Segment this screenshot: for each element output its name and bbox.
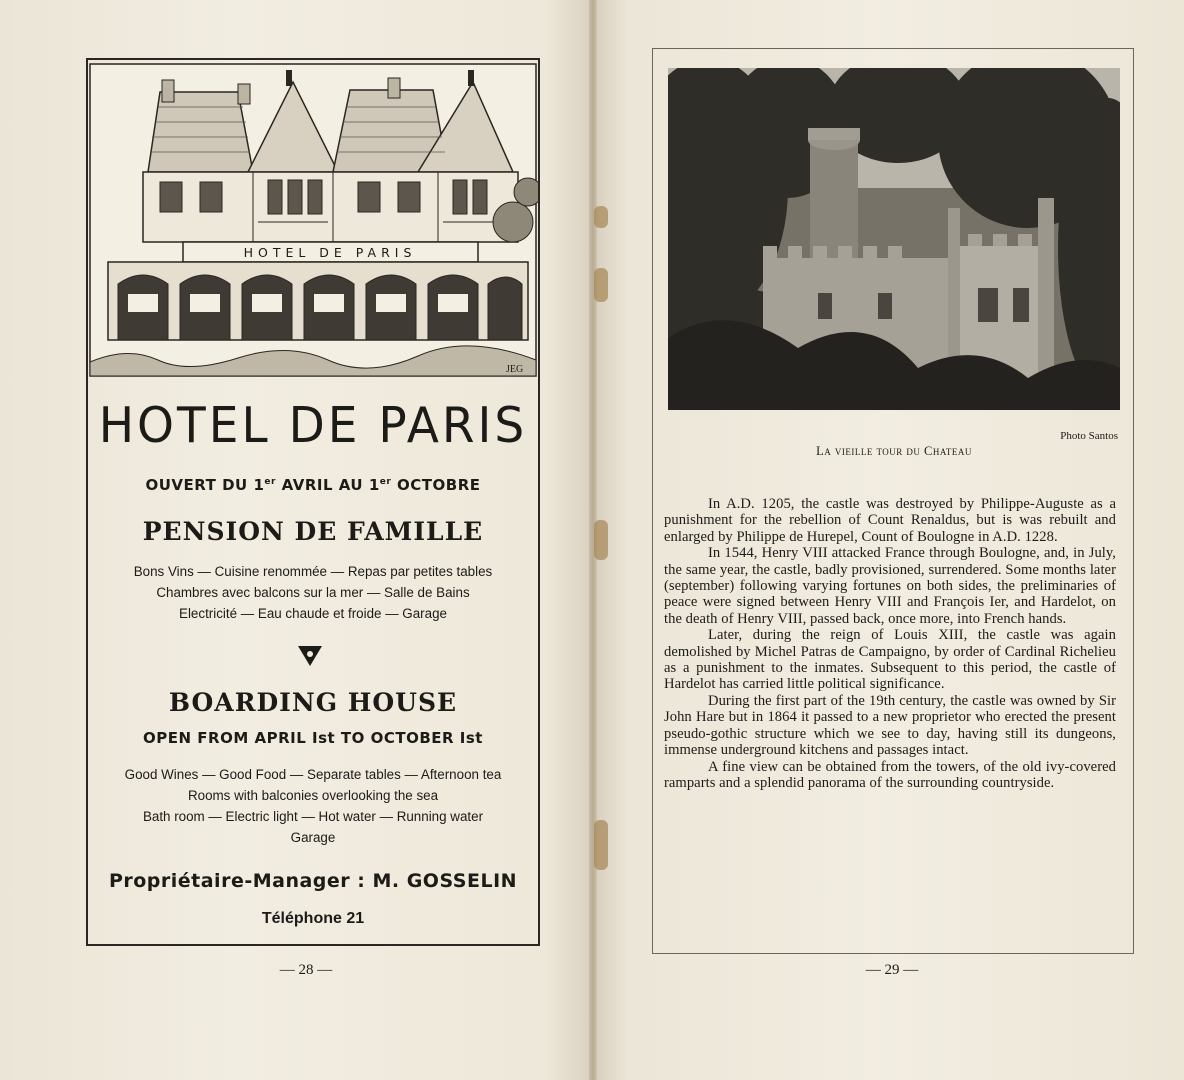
amenity-line-en: Garage: [290, 830, 336, 845]
page-number-right: — 29 —: [865, 962, 919, 978]
boarding-heading: BOARDING HOUSE: [168, 688, 458, 717]
amenity-line-en: Bath room — Electric light — Hot water — Running water: [142, 809, 484, 824]
amenity-line-en: Good Wines — Good Food — Separate tables — Afternoon tea: [124, 767, 502, 782]
telephone: Téléphone 21: [261, 910, 365, 927]
page-number-left: — 28 —: [279, 962, 333, 978]
manager-name: Propriétaire-Manager : M. GOSSELIN: [108, 870, 518, 892]
binding-stain: [594, 268, 608, 302]
amenity-line-fr: Bons Vins — Cuisine renommée — Repas par petites tables: [133, 564, 493, 579]
hotel-title: HOTEL DE PARIS: [98, 396, 528, 455]
photo-credit: Photo Santos: [1060, 430, 1118, 442]
engraving-signature: JEG: [506, 364, 524, 375]
binding-stain: [594, 820, 608, 870]
paragraph: Later, during the reign of Louis XIII, the castle was again demolished by Michel Patras de Campaigno, by order of Cardinal Richelieu as a punishment to the inmates. Subsequent to this period, the castle of Hardelot has carried little political significance.: [664, 627, 1116, 693]
paragraph: In 1544, Henry VIII attacked France through Boulogne, and, in July, the same year, the castle, badly provisioned, surrendered. Some months later (september) following varying fortunes on both sides, the preliminaries of peace were signed between Henry VIII and François Ier, and Hardelot, on the death of Henry VIII, passed back, once more, into French hands.: [664, 545, 1116, 627]
photo-caption: La vieille tour du Chateau: [816, 444, 972, 458]
amenity-line-en: Rooms with balconies overlooking the sea: [187, 788, 439, 803]
engraving-sign-text: HOTEL DE PARIS: [243, 245, 417, 260]
paragraph: During the first part of the 19th century, the castle was owned by Sir John Hare but in 1864 it passed to a new proprietor who erected the present pseudo-gothic structure which we see to day, having still its dungeons, immense underground kitchens and passages intact.: [664, 692, 1116, 759]
binding-stain: [594, 520, 608, 560]
paragraph: In A.D. 1205, the castle was destroyed by Philippe-Auguste as a punishment for the rebellion of Count Renaldus, but is was rebuilt and enlarged by Philippe de Hurepel, Count of Boulogne in A.D. 1228.: [664, 496, 1116, 545]
opening-dates-fr: OUVERT DU 1er AVRIL AU 1er OCTOBRE: [145, 476, 481, 494]
hotel-engraving: [88, 62, 538, 378]
paragraph: A fine view can be obtained from the towers, of the old ivy-covered ramparts and a splendid panorama of the surrounding countryside.: [664, 758, 1116, 791]
triangle-ornament-icon: [298, 646, 322, 666]
binding-stain: [594, 206, 608, 228]
amenity-line-fr: Electricité — Eau chaude et froide — Garage: [179, 606, 447, 621]
amenity-line-fr: Chambres avec balcons sur la mer — Salle de Bains: [156, 585, 470, 600]
opening-dates-en: OPEN FROM APRIL Ist TO OCTOBER Ist: [143, 729, 483, 747]
pension-heading: PENSION DE FAMILLE: [142, 517, 484, 546]
history-text: [664, 496, 1116, 791]
castle-photo: [668, 68, 1120, 410]
